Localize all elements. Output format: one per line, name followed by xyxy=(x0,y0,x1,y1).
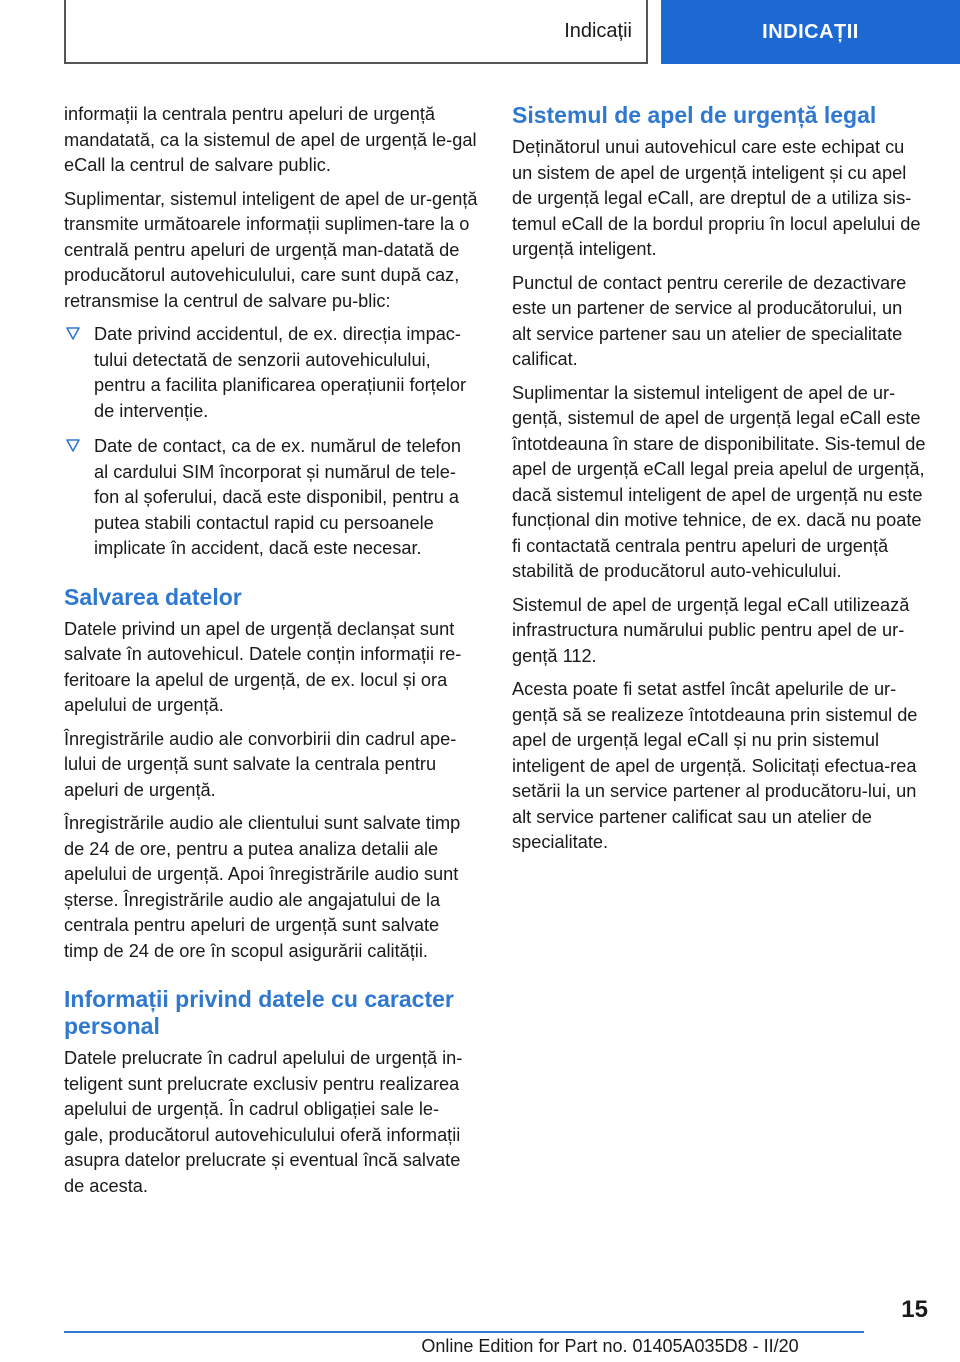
bullet-list xyxy=(64,322,478,562)
paragraph: Înregistrările audio ale convorbirii din cadrul ape-lului de urgență sunt salvate la centrala pentru apeluri de urgență. xyxy=(64,728,457,800)
paragraph: Sistemul de apel de urgență legal eCall utilizează infrastructura numărului public pentru apel de ur-gență 112. xyxy=(512,594,910,666)
list-item-text: Date privind accidentul, de ex. direcția impac-tului detectată de senzorii autovehiculului, pentru a facilita planificarea operațiunii forțelor de intervenție. xyxy=(94,324,467,421)
triangle-bullet-icon xyxy=(65,324,81,344)
list-item xyxy=(64,434,478,562)
heading-legal-emergency-call: Sistemul de apel de urgență legal xyxy=(512,102,877,128)
header-section-tab xyxy=(64,0,648,64)
paragraph: informații la centrala pentru apeluri de urgență mandatată, ca la sistemul de apel de urgență le-gal eCall la centrul de salvare public. xyxy=(64,104,477,175)
list-item xyxy=(64,322,478,424)
heading-personal-data: Informații privind datele cu caracter personal xyxy=(64,986,454,1039)
footer-divider xyxy=(64,1331,864,1333)
paragraph: Datele prelucrate în cadrul apelului de urgență in-teligent sunt prelucrate exclusiv pentru realizarea apelului de urgență. În cadrul obligației sale le-gale, producătorul autovehiculului oferă informații asupra datelor prelucrate și eventual încă salvate de acesta. xyxy=(64,1048,463,1196)
left-column xyxy=(64,102,478,1207)
header-chapter-tab xyxy=(661,0,960,64)
paragraph: Suplimentar, sistemul inteligent de apel de ur-gență transmite următoarele informații suplimen-tare la o centrală pentru apeluri de urgență man-datată de producătorul autovehiculului, care sunt după caz, retransmise la centrul de salvare pu-blic: xyxy=(64,188,478,311)
right-column xyxy=(512,102,926,864)
paragraph: Datele privind un apel de urgență declanșat sunt salvate în autovehicul. Datele conțin informații re-feritoare la apelul de urgență, de ex. locul și ora apelului de urgență. xyxy=(64,618,462,715)
paragraph: Punctul de contact pentru cererile de dezactivare este un partener de service al producătorului, un alt service partener sau un atelier de specialitate calificat. xyxy=(512,272,907,369)
list-item-text: Date de contact, ca de ex. numărul de telefon al cardului SIM încorporat și numărul de tele-fon al șoferului, dacă este disponibil, pentru a putea stabili contactul rapid cu persoanele implicate în accident, dacă este necesar. xyxy=(94,436,462,558)
paragraph: Suplimentar la sistemul inteligent de apel de ur-gență, sistemul de apel de urgență legal eCall este întotdeauna în stare de disponibilitate. Sis-temul de apel de urgență eCall legal preia apelul de urgență, dacă sistemul inteligent de apel de urgență nu este funcțional din motive tehnice, de ex. dacă nu poate fi contactată centrala pentru apeluri de urgență stabilită de producătorul auto-vehiculului. xyxy=(512,382,926,581)
paragraph: Deținătorul unui autovehicul care este echipat cu un sistem de apel de urgență inteligent și cu apel de urgență legal eCall, are dreptul de a utiliza sis-temul eCall de la bordul propriu în locul apelului de urgență inteligent. xyxy=(512,137,921,259)
paragraph: Acesta poate fi setat astfel încât apelurile de ur-gență să se realizeze întotdeauna prin sistemul de apel de urgență legal eCall și nu prin sistemul inteligent de apel de urgență. Solicitați efectua-rea setării la un service partener al producătoru-lui, un alt service partener calificat sau un atelier de specialitate. xyxy=(512,679,918,852)
page-number: 15 xyxy=(901,1296,928,1323)
triangle-bullet-icon xyxy=(65,436,81,456)
paragraph: Înregistrările audio ale clientului sunt salvate timp de 24 de ore, pentru a putea analiza detalii ale apelului de urgență. Apoi înregistrările audio sunt șterse. Înregistrările audio ale angajatului de la centrala pentru apeluri de urgență sunt salvate timp de 24 de ore în scopul asigurării calității. xyxy=(64,813,461,961)
heading-data-saving: Salvarea datelor xyxy=(64,583,242,610)
header-section-title: Indicații xyxy=(564,19,632,42)
footer-edition: Online Edition for Part no. 01405A035D8 - II/20 xyxy=(421,1336,799,1356)
header-chapter-title: INDICAȚII xyxy=(762,20,859,43)
